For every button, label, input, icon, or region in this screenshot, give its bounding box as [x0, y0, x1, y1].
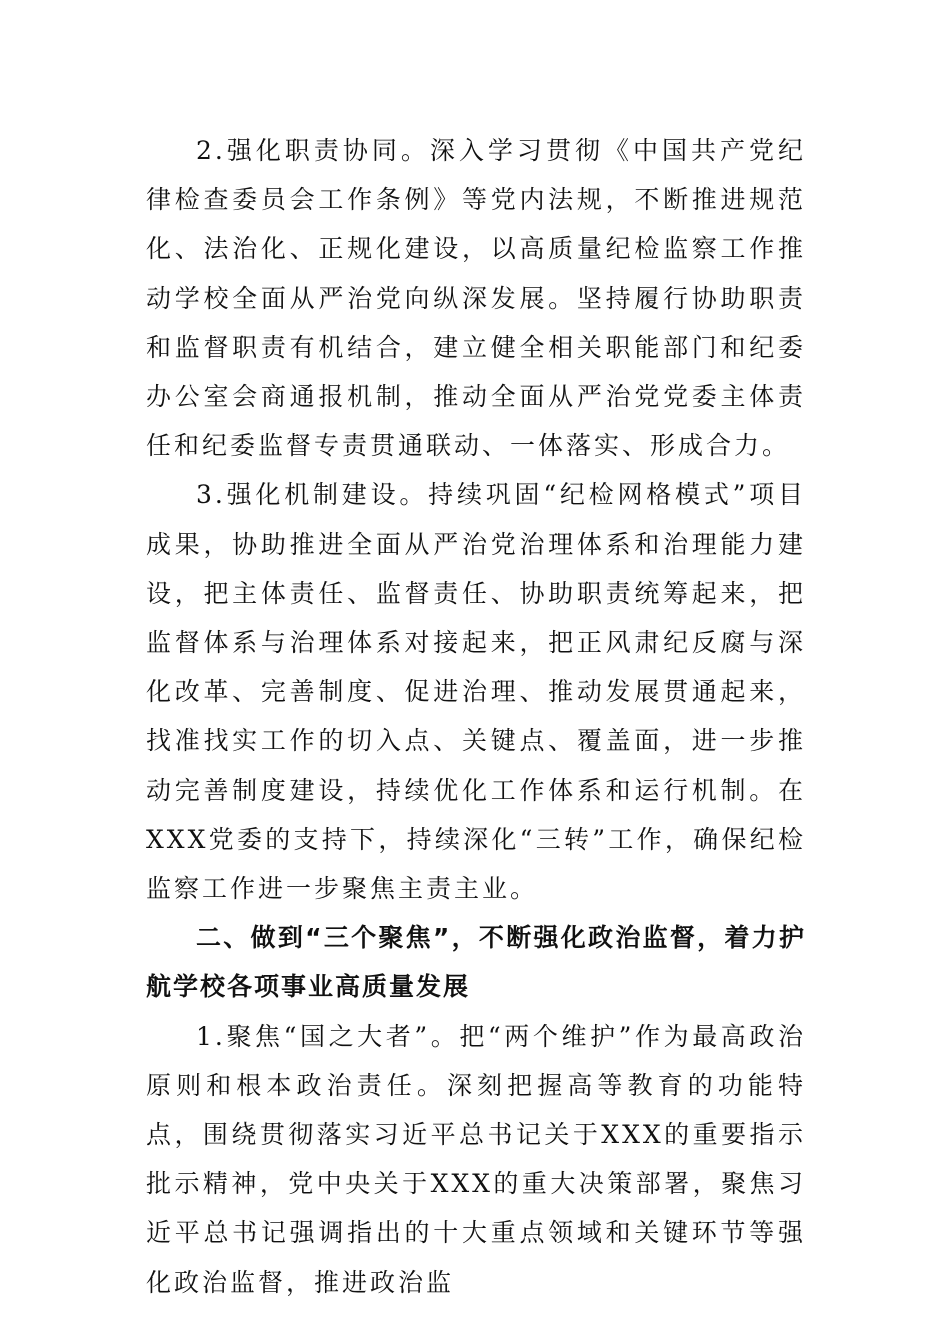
- paragraph-responsibility-coordination: 2.强化职责协同。深入学习贯彻《中国共产党纪律检查委员会工作条例》等党内法规，不断推进规范化、法治化、正规化建设，以高质量纪检监察工作推动学校全面从严治党向纵深发展。坚持履行协助职责和监督职责有机结合，建立健全相关职能部门和纪委办公室会商通报机制，推动全面从严治党党委主体责任和纪委监督专责贯通联动、一体落实、形成合力。: [146, 136, 806, 461]
- paragraph-mechanism-building: 3.强化机制建设。持续巩固“纪检网格模式”项目成果，协助推进全面从严治党治理体系和治理能力建设，把主体责任、监督责任、协助职责统筹起来，把监督体系与治理体系对接起来，把正风肃纪反腐与深化改革、完善制度、促进治理、推动发展贯通起来，找准找实工作的切入点、关键点、覆盖面，进一步推动完善制度建设，持续优化工作体系和运行机制。在XXX党委的支持下，持续深化“三转”工作，确保纪检监察工作进一步聚焦主责主业。: [146, 480, 806, 904]
- section-heading-three-focuses: 二、做到“三个聚焦”，不断强化政治监督，着力护航学校各项事业高质量发展: [146, 923, 806, 1002]
- document-body: [146, 126, 806, 1307]
- paragraph-focus-national-priorities: 1.聚焦“国之大者”。把“两个维护”作为最高政治原则和根本政治责任。深刻把握高等教育的功能特点，围绕贯彻落实习近平总书记关于XXX的重要指示批示精神，党中央关于XXX的重大决策部署，聚焦习近平总书记强调指出的十大重点领域和关键环节等强化政治监督，推进政治监: [146, 1021, 806, 1297]
